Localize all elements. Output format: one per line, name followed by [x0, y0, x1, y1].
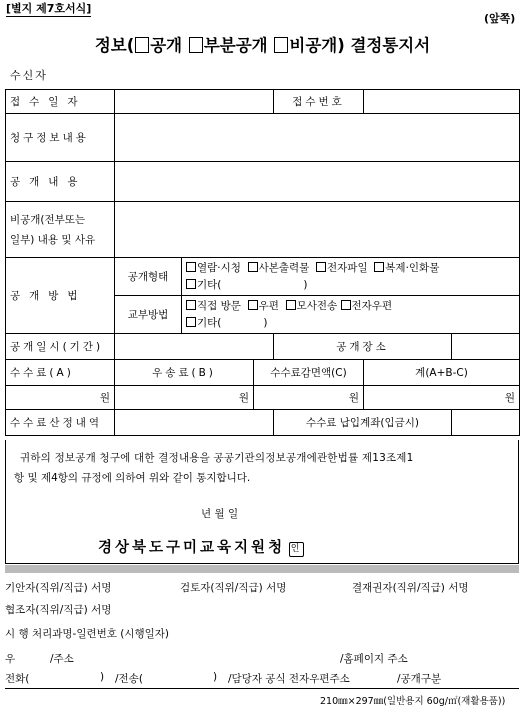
receipt-no-field[interactable]	[364, 90, 520, 114]
fee-payment-field[interactable]	[452, 410, 520, 436]
fee-b-label: 우송료(B)	[115, 360, 254, 386]
form-option-dup-checkbox[interactable]	[374, 262, 384, 272]
title-opt1: 공개	[150, 36, 188, 55]
form-number-tag: [별지 제7호서식]	[6, 2, 92, 15]
delivery-fax-checkbox[interactable]	[286, 300, 296, 310]
partial-disclose-checkbox[interactable]	[189, 37, 203, 53]
homepage-label: /홈페이지 주소	[340, 653, 408, 665]
nondisclosure-reason-field[interactable]	[115, 202, 520, 258]
email-label: /담당자 공식 전자우편주소	[228, 673, 350, 685]
form-option-copy: 사본출력물	[258, 261, 310, 274]
fee-b-value[interactable]: 원	[115, 386, 254, 410]
delivery-email: 전자우편	[351, 299, 393, 312]
fee-a-label: 수수료(A)	[6, 360, 115, 386]
fax-close: )	[213, 671, 218, 683]
form-option-view-checkbox[interactable]	[186, 262, 196, 272]
delivery-other: 기타(	[197, 316, 222, 329]
form-option-other: 기타(	[197, 278, 222, 291]
notice-line-2: 항 및 제4항의 규정에 의하여 위와 같이 통지합니다.	[14, 472, 251, 484]
form-label: 공개형태	[115, 258, 182, 296]
form-option-file-checkbox[interactable]	[316, 262, 326, 272]
page-side-label: (앞쪽)	[484, 12, 516, 25]
cooperator-sign: 협조자(직위/직급) 서명	[5, 604, 112, 616]
notice-line-1: 귀하의 정보공개 청구에 대한 결정내용을 공공기관의정보공개에관한법률 제13조제1	[20, 452, 414, 464]
disclosure-type-label: /공개구분	[397, 673, 442, 685]
form-other-close: )	[303, 278, 308, 291]
notice-box	[5, 440, 519, 564]
recipient-label: 수신자	[10, 69, 48, 82]
paper-spec: 210㎜×297㎜(일반용지 60g/㎡(재활용품))	[320, 696, 506, 707]
nondisclosure-label-line2: 일부) 내용 및 사유	[10, 233, 96, 246]
delivery-email-checkbox[interactable]	[341, 300, 351, 310]
drafter-sign: 기안자(직위/직급) 서명	[5, 582, 112, 594]
request-content-field[interactable]	[115, 114, 520, 162]
delivery-other-close: )	[263, 316, 268, 329]
form-option-copy-checkbox[interactable]	[248, 262, 258, 272]
separator-bar	[5, 565, 519, 573]
disclosure-content-field[interactable]	[115, 162, 520, 202]
seal-mark: 인	[289, 542, 304, 557]
fee-total-label: 계(A+B-C)	[364, 360, 520, 386]
delivery-mail: 우편	[258, 299, 279, 312]
method-label: 공개방법	[6, 258, 115, 334]
reviewer-sign: 검토자(직위/직급) 서명	[180, 582, 287, 594]
date-period-label: 공개일시(기간)	[6, 334, 115, 360]
footer-divider	[5, 688, 519, 689]
address-label: /주소	[50, 653, 74, 665]
delivery-visit: 직접 방문	[197, 299, 241, 312]
disclosure-content-label: 공개내용	[6, 162, 115, 202]
form-option-dup: 복제·인화물	[385, 261, 440, 274]
delivery-options	[182, 296, 520, 334]
disclose-checkbox[interactable]	[135, 37, 149, 53]
form-option-file: 전자파일	[327, 261, 368, 274]
delivery-label: 교부방법	[115, 296, 182, 334]
delivery-fax: 모사전송	[296, 299, 338, 312]
title-opt2: 부분공개	[203, 36, 274, 55]
receipt-date-label: 접수일자	[6, 90, 115, 114]
phone-close: )	[100, 671, 105, 683]
notice-date[interactable]: 년 월 일	[201, 508, 239, 520]
form-options	[182, 258, 520, 296]
fee-calc-label: 수수료산정내역	[6, 410, 115, 436]
phone-label: 전화(	[5, 673, 30, 685]
title-opt3: 비공개) 결정통지서	[289, 36, 431, 55]
receipt-no-label: 접수번호	[274, 90, 364, 114]
nondisclose-checkbox[interactable]	[274, 37, 288, 53]
issuer-name: 경상북도구미교육지원청	[98, 540, 286, 556]
receipt-date-field[interactable]	[115, 90, 274, 114]
fee-c-label: 수수료감면액(C)	[254, 360, 364, 386]
decision-form-table	[5, 89, 520, 436]
enforce-line: 시 행 처리과명-일련번호 (시행일자)	[5, 628, 169, 640]
nondisclosure-label-line1: 비공개(전부또는	[10, 213, 86, 226]
nondisclosure-reason-label	[6, 202, 115, 258]
approver-sign: 결재권자(직위/직급) 서명	[352, 582, 469, 594]
issuer-line	[98, 536, 304, 557]
title-prefix: 정보(	[94, 36, 135, 55]
delivery-other-checkbox[interactable]	[186, 317, 196, 327]
place-field[interactable]	[452, 334, 520, 360]
fee-calc-field[interactable]	[115, 410, 274, 436]
fee-payment-label: 수수료 납입계좌(입금시)	[274, 410, 452, 436]
delivery-visit-checkbox[interactable]	[186, 300, 196, 310]
request-content-label: 청구정보내용	[6, 114, 115, 162]
delivery-mail-checkbox[interactable]	[248, 300, 258, 310]
fee-total-value[interactable]: 원	[364, 386, 520, 410]
place-label: 공개장소	[274, 334, 452, 360]
postal-label: 우	[5, 653, 16, 665]
fee-c-value[interactable]: 원	[254, 386, 364, 410]
date-period-field[interactable]	[115, 334, 274, 360]
fee-a-value[interactable]: 원	[6, 386, 115, 410]
form-option-view: 열람·시청	[197, 261, 241, 274]
document-title	[0, 32, 525, 56]
form-option-other-checkbox[interactable]	[186, 279, 196, 289]
fax-label: /전송(	[115, 673, 143, 685]
